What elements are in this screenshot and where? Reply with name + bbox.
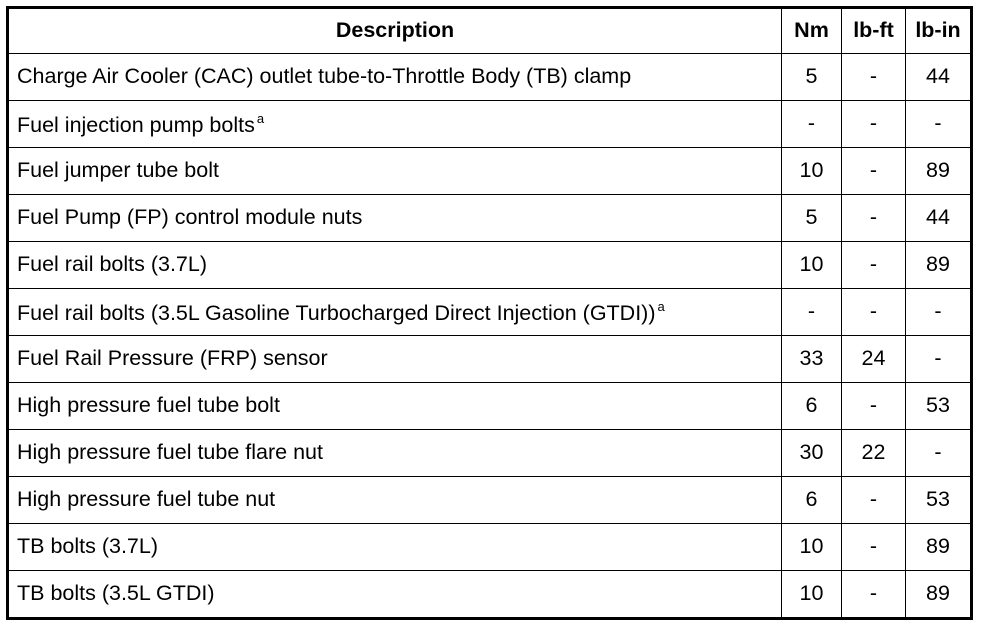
table-row xyxy=(8,383,972,430)
cell-lbin: - xyxy=(906,430,972,477)
cell-lbin: 89 xyxy=(906,524,972,571)
cell-lbin: 89 xyxy=(906,148,972,195)
description-text: Fuel jumper tube bolt xyxy=(17,158,219,183)
cell-description xyxy=(8,101,782,148)
description-text: TB bolts (3.7L) xyxy=(17,534,158,559)
cell-lbin: 53 xyxy=(906,383,972,430)
description-text: Fuel Rail Pressure (FRP) sensor xyxy=(17,346,328,371)
cell-description xyxy=(8,336,782,383)
cell-nm: 33 xyxy=(782,336,842,383)
description-text: TB bolts (3.5L GTDI) xyxy=(17,581,215,606)
cell-lbft: - xyxy=(842,477,906,524)
cell-description xyxy=(8,524,782,571)
description-text: Fuel rail bolts (3.5L Gasoline Turbocharged Direct Injection (GTDI)) xyxy=(17,300,656,325)
cell-nm: 10 xyxy=(782,571,842,619)
table-row xyxy=(8,54,972,101)
footnote-marker: a xyxy=(657,298,665,314)
cell-lbin: - xyxy=(906,101,972,148)
table-row xyxy=(8,101,972,148)
cell-nm: 5 xyxy=(782,195,842,242)
cell-lbin: 89 xyxy=(906,571,972,619)
cell-description xyxy=(8,195,782,242)
cell-lbft: - xyxy=(842,195,906,242)
footnote-marker: a xyxy=(256,110,265,126)
cell-description xyxy=(8,148,782,195)
cell-lbft: 24 xyxy=(842,336,906,383)
cell-description xyxy=(8,54,782,101)
cell-lbft: - xyxy=(842,148,906,195)
torque-spec-table xyxy=(6,6,973,620)
cell-nm: 5 xyxy=(782,54,842,101)
cell-lbft: - xyxy=(842,242,906,289)
table-row xyxy=(8,336,972,383)
cell-lbft: - xyxy=(842,383,906,430)
cell-lbft: 22 xyxy=(842,430,906,477)
cell-nm: 6 xyxy=(782,477,842,524)
table-row xyxy=(8,571,972,619)
description-text: Fuel rail bolts (3.7L) xyxy=(17,252,207,277)
description-text: High pressure fuel tube flare nut xyxy=(17,440,323,465)
cell-lbft: - xyxy=(842,571,906,619)
cell-nm: 30 xyxy=(782,430,842,477)
table-row xyxy=(8,430,972,477)
cell-description xyxy=(8,383,782,430)
table-row xyxy=(8,148,972,195)
cell-lbin: - xyxy=(906,336,972,383)
cell-nm: - xyxy=(782,289,842,336)
cell-nm: - xyxy=(782,101,842,148)
description-text: High pressure fuel tube nut xyxy=(17,487,276,512)
cell-nm: 6 xyxy=(782,383,842,430)
description-text: High pressure fuel tube bolt xyxy=(17,393,280,418)
cell-nm: 10 xyxy=(782,242,842,289)
table-row xyxy=(8,242,972,289)
table-body xyxy=(8,54,972,619)
table-row xyxy=(8,195,972,242)
cell-lbin: - xyxy=(906,289,972,336)
cell-lbft: - xyxy=(842,54,906,101)
cell-description xyxy=(8,289,782,336)
table-row xyxy=(8,524,972,571)
cell-lbin: 44 xyxy=(906,54,972,101)
header-description: Description xyxy=(8,8,782,54)
header-nm: Nm xyxy=(782,8,842,54)
description-text: Charge Air Cooler (CAC) outlet tube-to-Throttle Body (TB) clamp xyxy=(17,64,632,89)
cell-lbin: 53 xyxy=(906,477,972,524)
header-row xyxy=(8,8,972,54)
cell-description xyxy=(8,430,782,477)
table-row xyxy=(8,289,972,336)
description-text: Fuel injection pump bolts xyxy=(17,112,255,137)
cell-description xyxy=(8,242,782,289)
cell-lbft: - xyxy=(842,524,906,571)
cell-nm: 10 xyxy=(782,524,842,571)
cell-nm: 10 xyxy=(782,148,842,195)
cell-description xyxy=(8,571,782,619)
cell-lbft: - xyxy=(842,289,906,336)
table-row xyxy=(8,477,972,524)
cell-description xyxy=(8,477,782,524)
header-lbft: lb-ft xyxy=(842,8,906,54)
header-lbin: lb-in xyxy=(906,8,972,54)
description-text: Fuel Pump (FP) control module nuts xyxy=(17,205,363,230)
cell-lbin: 89 xyxy=(906,242,972,289)
cell-lbft: - xyxy=(842,101,906,148)
cell-lbin: 44 xyxy=(906,195,972,242)
